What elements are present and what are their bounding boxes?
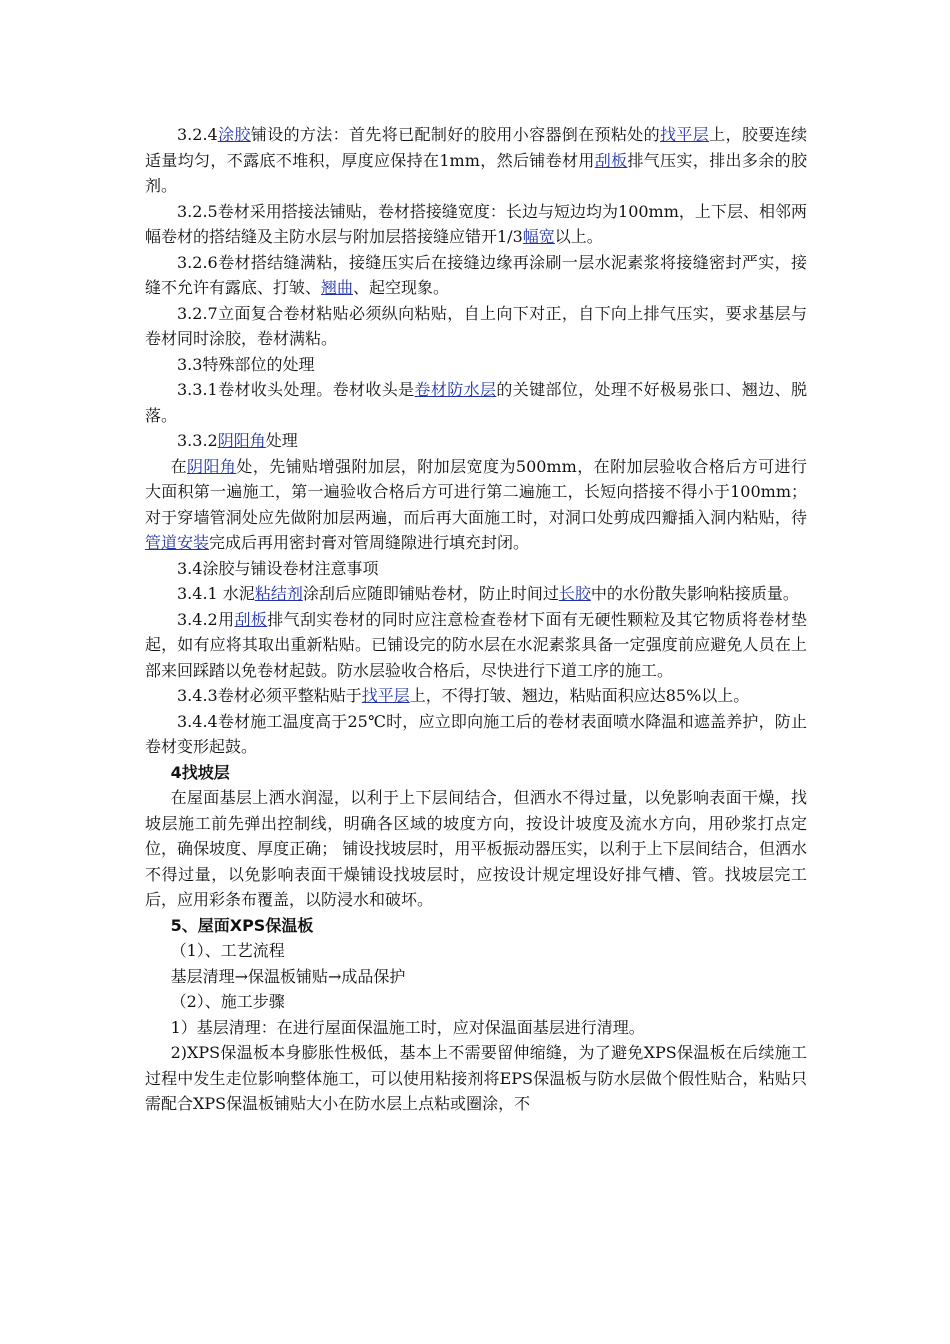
paragraph-p327 (145, 301, 807, 352)
document-body (145, 122, 807, 1117)
text-run: 排气压实，排出多余的胶剂。 (145, 150, 807, 195)
text-run: 3.4.4卷材施工温度高于25℃时，应立即向施工后的卷材表面喷水降温和遮盖养护，防止卷材变形起鼓。 (145, 711, 807, 756)
text-run: 在屋面基层上洒水润湿，以利于上下层间结合，但洒水不得过量，以免影响表面干燥，找坡层施工前先弹出控制线，明确各区域的坡度方向，按设计坡度及流水方向，用砂浆打点定位，确保坡度、厚度正确； 铺设找坡层时，用平板振动器压实，以利于上下层间结合，但洒水不得过量，以免影响表面干燥铺设找坡层时，应按设计规定埋设好排气槽、管。找坡层完工后，应用彩条布覆盖，以防浸水和破坏。 (145, 788, 807, 909)
paragraph-p34 (145, 556, 807, 582)
text-run: 中的水份散失影响粘接质量。 (590, 584, 799, 603)
text-run: 3.3.1卷材收头处理。卷材收头是 (177, 380, 415, 399)
text-run: 涂刮后应随即铺贴卷材，防止时间过 (302, 584, 559, 603)
text-run: 3.4涂胶与铺设卷材注意事项 (177, 558, 379, 578)
text-run: 处，先铺贴增强附加层，附加层宽度为500mm，在附加层验收合格后方可进行大面积第一遍施工，第一遍验收合格后方可进行第二遍施工，长短向搭接不得小于100mm；对于穿墙管洞处应先做附加层两遍，而后再大面施工时，对洞口处剪成四瓣插入洞内粘贴，待 (145, 456, 807, 527)
text-run: 3.3.2 (177, 431, 218, 450)
text-run: 3.4.3卷材必须平整粘贴于 (177, 686, 362, 705)
text-run: 3.4.1 水泥 (177, 584, 255, 603)
text-run: 上，不得打皱、翘边，粘贴面积应达85%以上。 (409, 686, 750, 705)
text-run: 基层清理→保温板铺贴→成品保护 (170, 966, 406, 986)
text-run: 的关键部位，处理不好极易张口、翘边、脱落。 (145, 380, 807, 425)
paragraph-p343 (145, 683, 807, 709)
term-link[interactable]: 卷材防水层 (414, 380, 497, 399)
paragraph-p344 (145, 709, 807, 760)
text-run: 3.3特殊部位的处理 (177, 354, 315, 374)
term-link[interactable]: 翘曲 (321, 278, 354, 297)
paragraph-p51 (145, 938, 807, 964)
text-run: 3.4.2用 (177, 609, 235, 629)
text-run: 5、屋面XPS保温板 (170, 915, 314, 935)
paragraph-p521 (145, 1015, 807, 1041)
text-run: 3.2.6卷材搭结缝满粘，接缝压实后在接缝边缘再涂刷一层水泥素浆将接缝密封严实，接缝不允许有露底、打皱、 (145, 252, 807, 297)
term-link[interactable]: 粘结剂 (254, 584, 303, 603)
paragraph-p332 (145, 428, 807, 454)
term-link[interactable]: 长胶 (558, 584, 591, 603)
term-link[interactable]: 幅宽 (522, 227, 555, 246)
text-run: 上，胶要连续适量均匀，不露底不堆积，厚度应保持在1mm，然后铺卷材用 (145, 125, 807, 170)
term-link[interactable]: 找平层 (361, 686, 410, 705)
text-run: 完成后再用密封膏对管周缝隙进行填充封闭。 (209, 533, 530, 552)
term-link[interactable]: 找平层 (660, 125, 710, 144)
paragraph-h4 (145, 760, 807, 786)
text-run: （2）、施工步骤 (170, 992, 285, 1011)
paragraph-p52 (145, 989, 807, 1015)
text-run: 以上。 (554, 227, 603, 246)
text-run: 3.2.7立面复合卷材粘贴必须纵向粘贴，自上向下对正，自下向上排气压实，要求基层与卷材同时涂胶，卷材满粘。 (145, 303, 807, 348)
paragraph-p522 (145, 1040, 807, 1117)
term-link[interactable]: 刮板 (234, 609, 268, 629)
term-link[interactable]: 涂胶 (217, 125, 251, 144)
term-link[interactable]: 阴阳角 (187, 456, 237, 476)
paragraph-h5 (145, 913, 807, 939)
term-link[interactable]: 刮板 (594, 150, 628, 170)
text-run: 3.2.4 (177, 125, 218, 144)
text-run: 排气刮实卷材的同时应注意检查卷材下面有无硬性颗粒及其它物质将卷材垫起，如有应将其取出重新粘贴。已铺设完的防水层在水泥素浆具备一定强度前应避免人员在上部来回踩踏以免卷材起鼓。防水层验收合格后，尽快进行下道工序的施工。 (145, 609, 807, 680)
text-run: 、起空现象。 (353, 278, 450, 297)
term-link[interactable]: 阴阳角 (217, 431, 266, 450)
paragraph-p332b (145, 454, 807, 556)
term-link[interactable]: 管道安装 (145, 533, 210, 552)
text-run: 3.2.5卷材采用搭接法铺贴，卷材搭接缝宽度：长边与短边均为100mm，上下层、相邻两幅卷材的搭结缝及主防水层与附加层搭接缝应错开1/3 (145, 201, 807, 246)
text-run: （1）、工艺流程 (170, 941, 285, 960)
paragraph-p4 (145, 785, 807, 913)
paragraph-p51b (145, 964, 807, 990)
text-run: 1）基层清理：在进行屋面保温施工时，应对保温面基层进行清理。 (170, 1017, 645, 1037)
text-run: 铺设的方法：首先将已配制好的胶用小容器倒在预粘处的 (250, 125, 661, 144)
text-run: 4找坡层 (170, 762, 230, 782)
paragraph-p326 (145, 250, 807, 301)
paragraph-p324 (145, 122, 807, 199)
text-run: 在 (170, 456, 188, 476)
paragraph-p331 (145, 377, 807, 428)
paragraph-p341 (145, 581, 807, 607)
paragraph-p342 (145, 607, 807, 684)
paragraph-p325 (145, 199, 807, 250)
text-run: 2)XPS保温板本身膨胀性极低，基本上不需要留伸缩缝，为了避免XPS保温板在后续施工过程中发生走位影响整体施工，可以使用粘接剂将EPS保温板与防水层做个假性贴合，粘贴只需配合XPS保温板铺贴大小在防水层上点粘或圈涂，不 (145, 1043, 807, 1113)
paragraph-p33 (145, 352, 807, 378)
text-run: 处理 (265, 431, 298, 450)
